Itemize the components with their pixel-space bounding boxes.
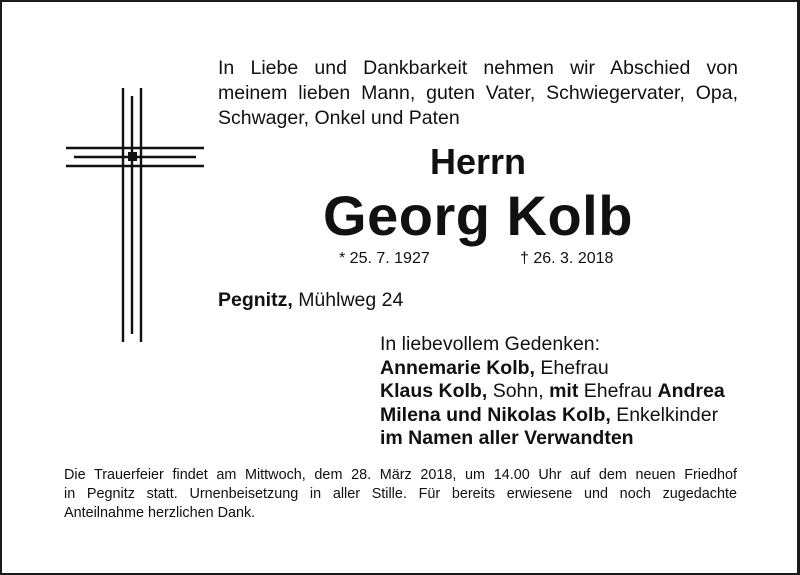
mourner-row (380, 357, 725, 381)
mourner-row (380, 427, 725, 451)
mourner-conjunction: mit (549, 380, 579, 402)
mourner-closing: im Namen aller Verwandten (380, 427, 634, 449)
footer-line: Anteilnahme herzlichen Dank. (64, 505, 256, 521)
address (218, 288, 403, 312)
footer-line: Die Trauerfeier findet am Mittwoch, dem 28. März 2018, um 14.00 Uhr auf dem neuen Friedhof (64, 467, 737, 483)
address-street: Mühlweg 24 (298, 289, 404, 311)
mourners-list (380, 333, 725, 451)
mourner-name: Milena und Nikolas Kolb, (380, 403, 611, 426)
birth-date: * 25. 7. 1927 (339, 250, 430, 267)
mourners-heading: In liebevollem Gedenken: (380, 333, 601, 355)
mourner-row (380, 380, 725, 404)
intro-text (218, 56, 738, 131)
mourner-row (380, 404, 725, 428)
mourner-name: Annemarie Kolb, (380, 356, 535, 379)
intro-line: In Liebe und Dankbarkeit nehmen wir Abschied von (218, 57, 738, 79)
mourner-name: Andrea (657, 380, 725, 402)
mourner-relation: Ehefrau (540, 356, 609, 379)
mourner-relation: Enkelkinder (616, 403, 719, 426)
address-city: Pegnitz, (218, 289, 293, 311)
mourner-relation: Sohn, (492, 380, 544, 402)
salutation: Herrn (429, 141, 527, 182)
footer-line: in Pegnitz statt. Urnenbeisetzung in aller Stille. Für bereits erwiesene und noch zugedachte (64, 486, 737, 502)
intro-line: Schwager, Onkel und Paten (218, 107, 460, 129)
mourner-relation: Ehefrau (583, 380, 653, 402)
intro-line: meinem lieben Mann, guten Vater, Schwiegervater, Opa, (218, 82, 738, 104)
deceased-name: Georg Kolb (323, 184, 633, 247)
mourner-name: Klaus Kolb, (380, 380, 488, 402)
christian-cross-icon (64, 88, 206, 342)
death-date: † 26. 3. 2018 (520, 250, 614, 267)
funeral-notice (64, 466, 737, 523)
